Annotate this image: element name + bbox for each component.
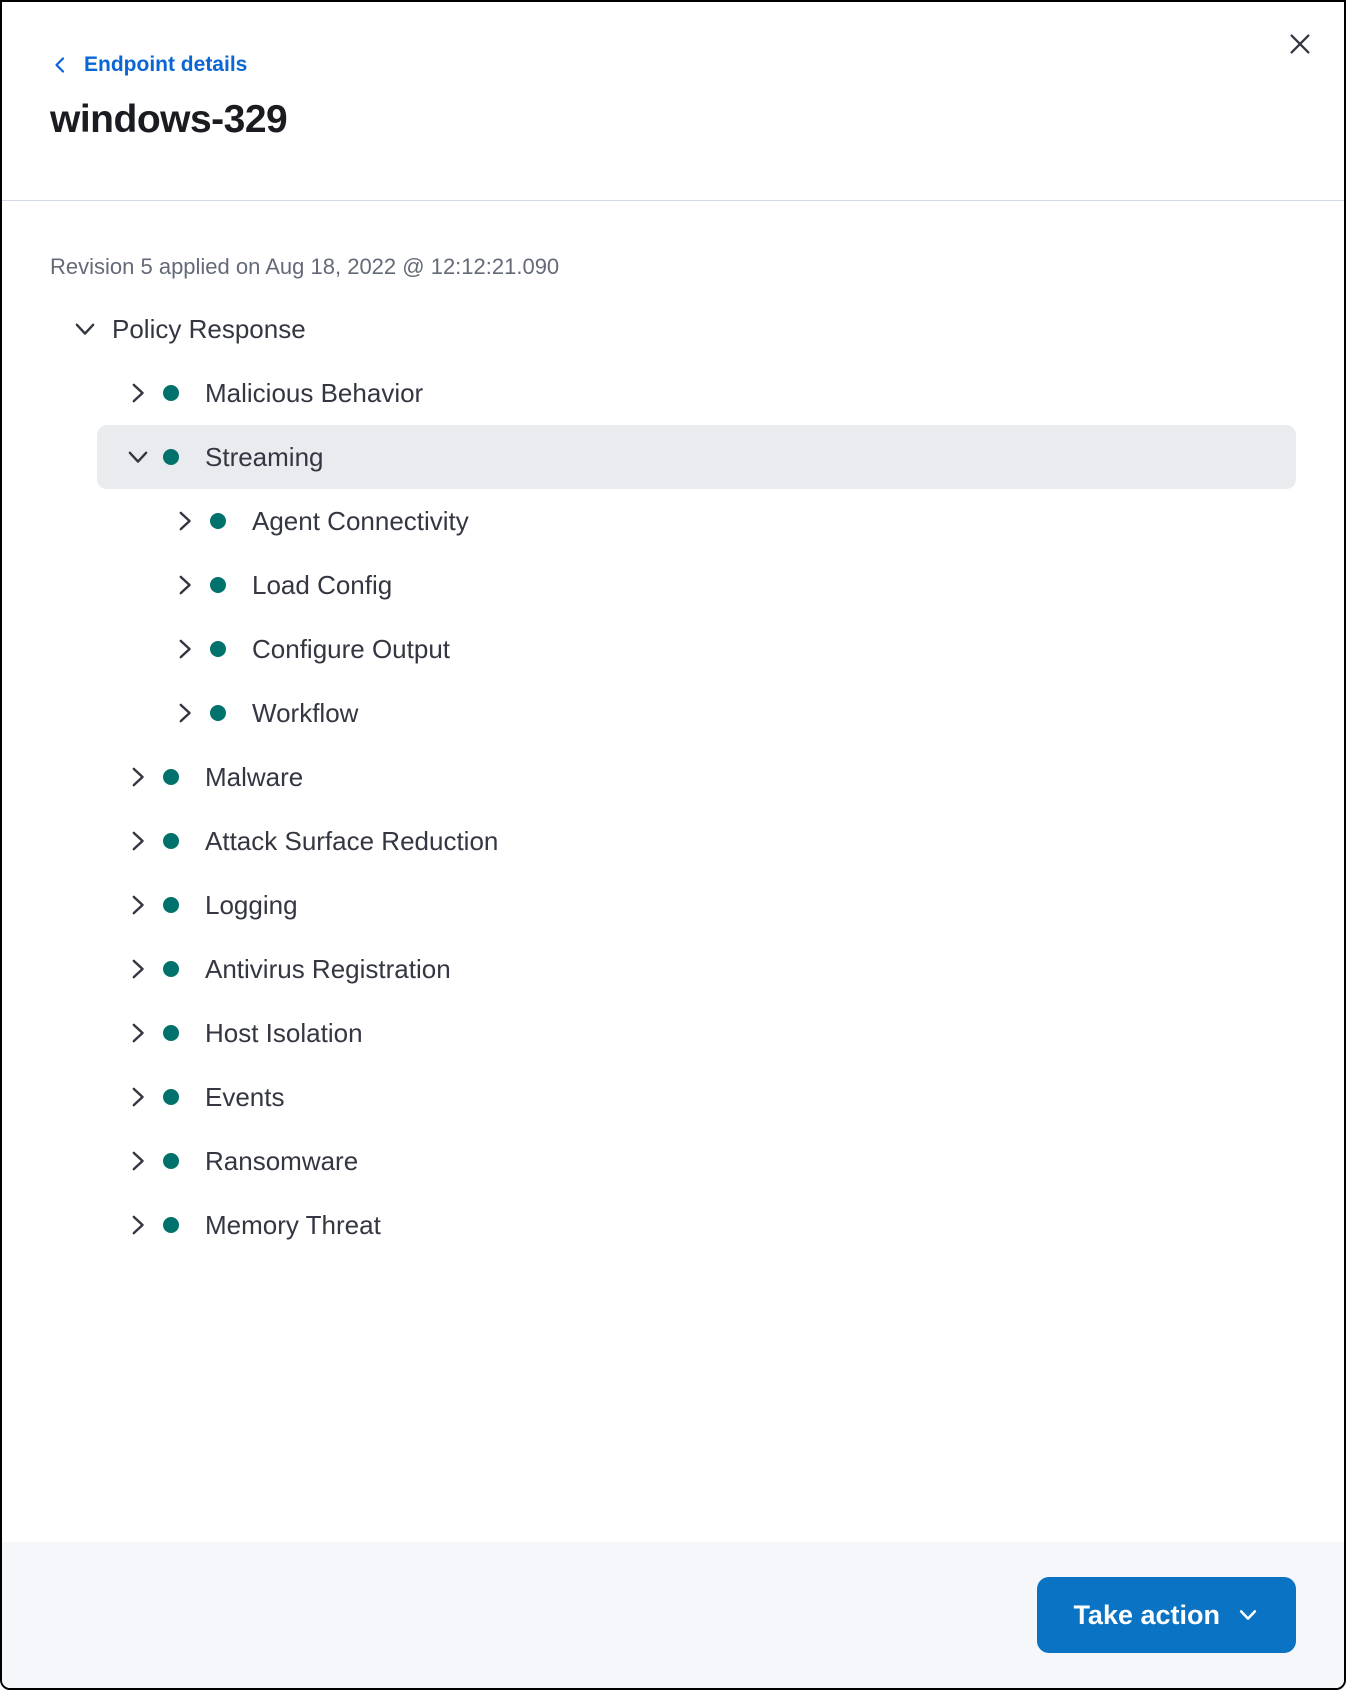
chevron-left-icon bbox=[50, 55, 70, 75]
status-dot bbox=[163, 1153, 179, 1169]
caret-right-icon bbox=[172, 572, 198, 598]
caret-right-icon bbox=[125, 892, 151, 918]
caret-right-icon bbox=[172, 508, 198, 534]
status-dot bbox=[163, 1025, 179, 1041]
flyout-body bbox=[2, 201, 1344, 1542]
caret-right-icon bbox=[172, 700, 198, 726]
tree-item-label: Load Config bbox=[252, 569, 393, 600]
caret-right-icon bbox=[125, 828, 151, 854]
tree-item-workflow[interactable] bbox=[97, 681, 1296, 745]
tree-item-logging[interactable] bbox=[97, 873, 1296, 937]
tree-item-label: Workflow bbox=[252, 697, 359, 728]
close-button[interactable] bbox=[1282, 26, 1318, 62]
chevron-down-icon bbox=[1236, 1603, 1260, 1627]
flyout-header bbox=[2, 2, 1344, 201]
close-icon bbox=[1286, 30, 1314, 58]
caret-down-icon bbox=[125, 444, 151, 470]
tree-item-streaming[interactable] bbox=[97, 425, 1296, 489]
back-link-label: Endpoint details bbox=[84, 53, 248, 76]
caret-right-icon bbox=[125, 764, 151, 790]
tree-item-label: Logging bbox=[205, 889, 298, 920]
tree-item-configure-output[interactable] bbox=[97, 617, 1296, 681]
tree-item-label: Streaming bbox=[205, 441, 324, 472]
tree-item-agent-connectivity[interactable] bbox=[97, 489, 1296, 553]
tree-item-malware[interactable] bbox=[97, 745, 1296, 809]
caret-right-icon bbox=[125, 380, 151, 406]
flyout-footer bbox=[2, 1542, 1344, 1688]
tree-item-memory-threat[interactable] bbox=[97, 1193, 1296, 1257]
page-title: windows-329 bbox=[50, 98, 288, 141]
caret-right-icon bbox=[125, 1020, 151, 1046]
status-dot bbox=[163, 385, 179, 401]
tree-item-policy-response[interactable] bbox=[50, 297, 1296, 361]
tree-item-label: Policy Response bbox=[112, 313, 306, 344]
caret-right-icon bbox=[125, 1084, 151, 1110]
caret-down-icon bbox=[72, 316, 98, 342]
status-dot bbox=[163, 1217, 179, 1233]
tree-item-label: Configure Output bbox=[252, 633, 451, 664]
status-dot bbox=[210, 577, 226, 593]
status-dot bbox=[210, 513, 226, 529]
caret-right-icon bbox=[125, 1148, 151, 1174]
status-dot bbox=[163, 897, 179, 913]
tree-item-label: Ransomware bbox=[205, 1145, 359, 1176]
tree-item-ransomware[interactable] bbox=[97, 1129, 1296, 1193]
back-link[interactable] bbox=[50, 52, 247, 78]
status-dot bbox=[163, 449, 179, 465]
tree-item-host-isolation[interactable] bbox=[97, 1001, 1296, 1065]
caret-right-icon bbox=[172, 636, 198, 662]
caret-right-icon bbox=[125, 1212, 151, 1238]
tree-item-malicious-behavior[interactable] bbox=[97, 361, 1296, 425]
revision-note: Revision 5 applied on Aug 18, 2022 @ 12:12:21.090 bbox=[50, 254, 560, 279]
caret-right-icon bbox=[125, 956, 151, 982]
tree-item-label: Agent Connectivity bbox=[252, 505, 469, 536]
status-dot bbox=[163, 1089, 179, 1105]
tree-item-attack-surface-reduction[interactable] bbox=[97, 809, 1296, 873]
tree-item-label: Malware bbox=[205, 761, 304, 792]
take-action-button[interactable] bbox=[1037, 1577, 1296, 1653]
tree-item-load-config[interactable] bbox=[97, 553, 1296, 617]
policy-tree-children bbox=[97, 361, 1296, 1257]
status-dot bbox=[163, 769, 179, 785]
take-action-label: Take action bbox=[1073, 1599, 1220, 1630]
tree-item-label: Attack Surface Reduction bbox=[205, 825, 499, 856]
tree-item-antivirus-registration[interactable] bbox=[97, 937, 1296, 1001]
tree-item-label: Host Isolation bbox=[205, 1017, 363, 1048]
policy-response-tree bbox=[50, 297, 1296, 1257]
status-dot bbox=[210, 705, 226, 721]
status-dot bbox=[163, 961, 179, 977]
status-dot bbox=[163, 833, 179, 849]
tree-item-label: Antivirus Registration bbox=[205, 953, 451, 984]
tree-item-label: Memory Threat bbox=[205, 1209, 381, 1240]
status-dot bbox=[210, 641, 226, 657]
tree-item-label: Malicious Behavior bbox=[205, 377, 424, 408]
tree-item-events[interactable] bbox=[97, 1065, 1296, 1129]
tree-item-label: Events bbox=[205, 1081, 285, 1112]
